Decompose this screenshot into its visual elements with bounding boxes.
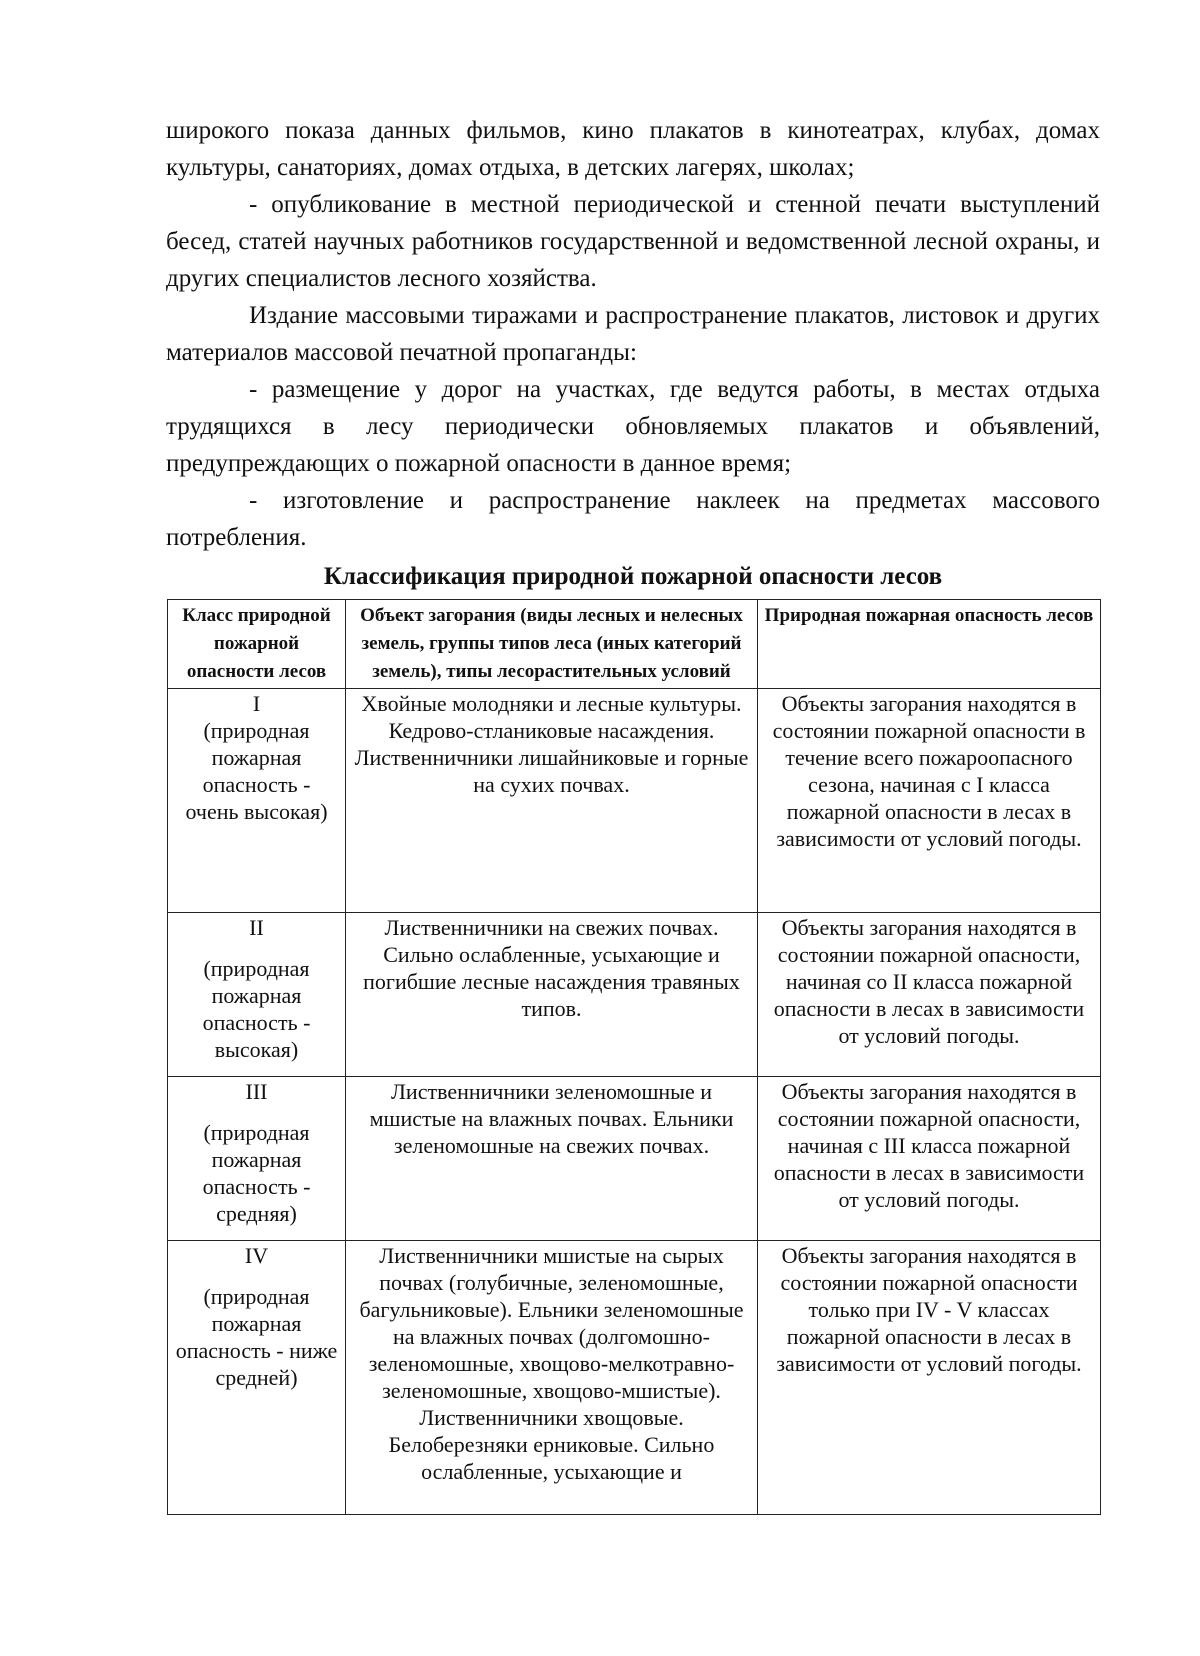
danger-cell: Объекты загорания находятся в состоянии пожарной опасности, начиная с III класса пожарной опасности в лесах в зависимости от условий погоды. bbox=[758, 1077, 1101, 1241]
danger-cell: Объекты загорания находятся в состоянии пожарной опасности, начиная со II класса пожарной опасности в лесах в зависимости от условий погоды. bbox=[758, 913, 1101, 1077]
spacer bbox=[174, 1105, 339, 1119]
table-title: Классификация природной пожарной опасности лесов bbox=[323, 563, 943, 590]
table-row bbox=[168, 689, 1101, 913]
danger-cell: Объекты загорания находятся в состоянии пожарной опасности в течение всего пожароопасного сезона, начиная с I класса пожарной опасности в лесах в зависимости от условий погоды. bbox=[758, 689, 1101, 913]
class-number: III bbox=[245, 1079, 268, 1104]
paragraph-roadside-posters: - размещение у дорог на участках, где ведутся работы, в местах отдыха трудящихся в лесу периодически обновляемых плакатов и объявлений, предупреждающих о пожарной опасности в данное время; bbox=[166, 376, 1100, 477]
object-cell: Лиственничники на свежих почвах. Сильно ослабленные, усыхающие и погибшие лесные насаждения травяных типов. bbox=[346, 913, 758, 1077]
class-description: (природная пожарная опасность - ниже средней) bbox=[175, 1284, 338, 1390]
class-description: (природная пожарная опасность - высокая) bbox=[202, 956, 311, 1062]
table-row bbox=[168, 1077, 1101, 1241]
class-number: IV bbox=[244, 1243, 269, 1268]
body-text bbox=[166, 112, 1100, 556]
class-number: I bbox=[252, 691, 261, 716]
spacer bbox=[174, 1269, 339, 1283]
table-row bbox=[168, 913, 1101, 1077]
danger-cell: Объекты загорания находятся в состоянии пожарной опасности только при IV - V классах пожарной опасности в лесах в зависимости от условий погоды. bbox=[758, 1241, 1101, 1515]
class-number: II bbox=[249, 915, 264, 940]
class-cell bbox=[168, 1241, 346, 1515]
class-cell bbox=[168, 913, 346, 1077]
spacer bbox=[174, 941, 339, 955]
table-row bbox=[168, 1241, 1101, 1515]
header-class: Класс природной пожарной опасности лесов bbox=[168, 600, 346, 689]
paragraph-mass-printing: Издание массовыми тиражами и распространение плакатов, листовок и других материалов массовой печатной пропаганды: bbox=[166, 302, 1100, 366]
class-cell bbox=[168, 1077, 346, 1241]
paragraph-continuation: широкого показа данных фильмов, кино плакатов в кинотеатрах, клубах, домах культуры, санаториях, домах отдыха, в детских лагерях, школах; bbox=[166, 117, 1100, 181]
fire-danger-table bbox=[167, 599, 1101, 1515]
object-cell: Хвойные молодняки и лесные культуры. Кедрово-стланиковые насаждения. Лиственничники лишайниковые и горные на сухих почвах. bbox=[346, 689, 758, 913]
class-cell bbox=[168, 689, 346, 913]
header-object: Объект загорания (виды лесных и нелесных земель, группы типов леса (иных категорий земель), типы лесорастительных условий bbox=[346, 600, 758, 689]
class-description: (природная пожарная опасность - средняя) bbox=[202, 1120, 311, 1226]
paragraph-stickers: - изготовление и распространение наклеек на предметах массового потребления. bbox=[166, 487, 1100, 551]
object-cell: Лиственничники зеленомошные и мшистые на влажных почвах. Ельники зеленомошные на свежих почвах. bbox=[346, 1077, 758, 1241]
header-danger: Природная пожарная опасность лесов bbox=[758, 600, 1101, 689]
table-header-row bbox=[168, 600, 1101, 689]
class-description: (природная пожарная опасность - очень высокая) bbox=[185, 718, 328, 824]
object-cell: Лиственничники мшистые на сырых почвах (голубичные, зеленомошные, багульниковые). Ельники зеленомошные на влажных почвах (долгомошно-зеленомошные, хвощово-мелкотравно-зеленомошные, хвощово-мшистые). Лиственничники хвощовые. Белоберезняки ерниковые. Сильно ослабленные, усыхающие и bbox=[346, 1241, 758, 1515]
paragraph-publication: - опубликование в местной периодической и стенной печати выступлений бесед, статей научных работников государственной и ведомственной лесной охраны, и других специалистов лесного хозяйства. bbox=[166, 191, 1100, 292]
